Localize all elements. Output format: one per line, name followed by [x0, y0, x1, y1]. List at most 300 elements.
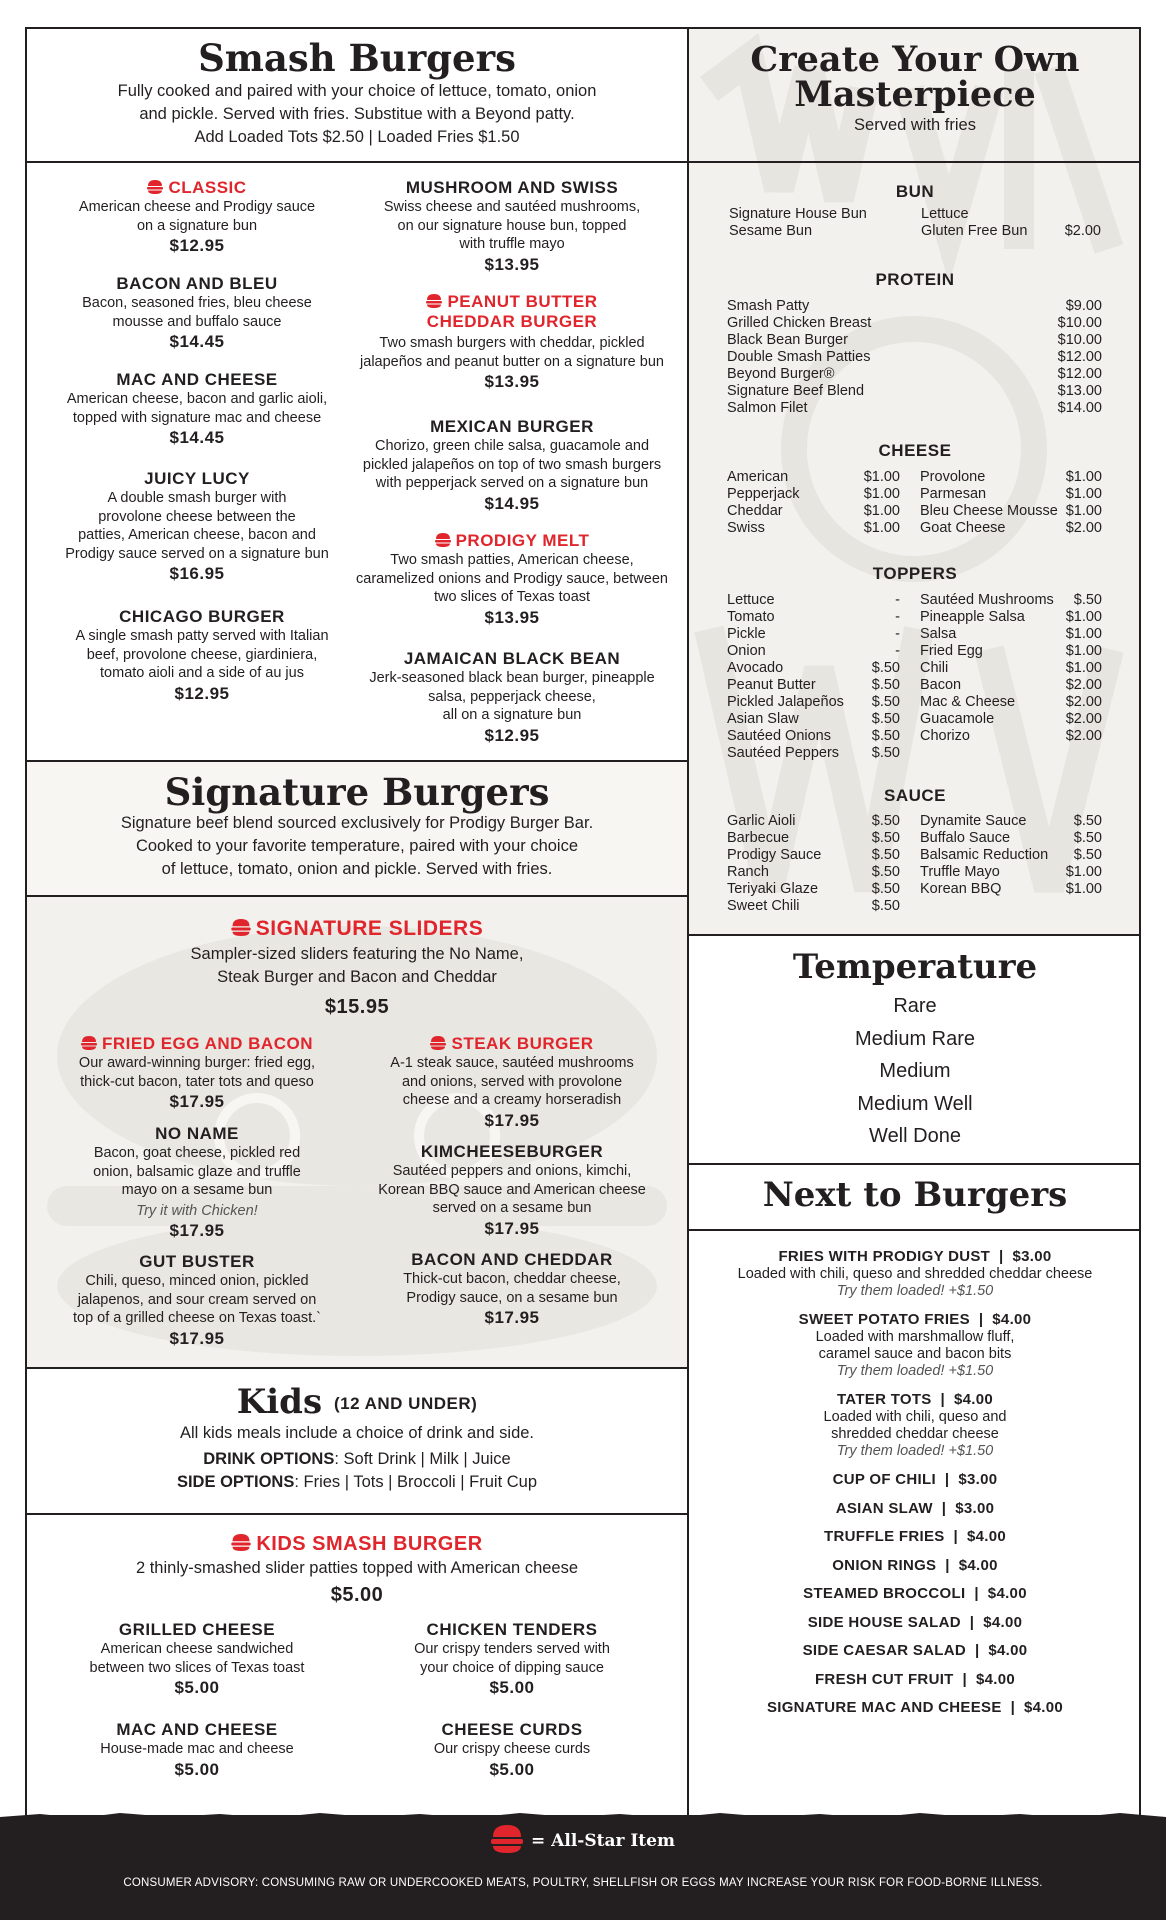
torn-edge-graphic: [0, 1811, 1166, 1821]
description-line: Sautéed peppers and onions, kimchi,: [392, 1163, 632, 1179]
option-name: Pepperjack: [727, 486, 800, 502]
item-description: [52, 627, 352, 683]
description-line: American cheese and Prodigy sauce: [78, 199, 316, 215]
item-price: $5.00: [489, 1678, 535, 1697]
item-description: [347, 334, 677, 371]
option-price: $.50: [871, 864, 900, 880]
option-row: [920, 592, 1102, 609]
option-name: Sautéed Onions: [727, 728, 831, 744]
option-name: Dynamite Sauce: [920, 813, 1027, 829]
option-price: -: [895, 626, 900, 642]
description-line: top of a grilled cheese on Texas toast.`: [73, 1310, 321, 1326]
option-price: $.50: [1073, 830, 1102, 846]
item-name-text: FRIED EGG AND BACON: [102, 1034, 313, 1053]
option-row: [920, 643, 1102, 660]
option-row: [727, 626, 900, 643]
column-divider: [687, 27, 689, 1817]
item-price: $13.95: [484, 254, 540, 274]
item-name-line-2: CHEDDAR BURGER: [426, 312, 598, 331]
menu-item-gut-buster: [52, 1252, 342, 1350]
toppers-category-label: TOPPERS: [872, 564, 958, 583]
option-name: Fried Egg: [920, 643, 983, 659]
item-description: [52, 1740, 342, 1759]
description-line: with truffle mayo: [459, 236, 565, 252]
cheese-list-left: [727, 469, 900, 537]
option-name: Peanut Butter: [727, 677, 816, 693]
side-item-description: Loaded with marshmallow fluff,: [815, 1329, 1015, 1345]
sauce-list-left: [727, 813, 900, 915]
temperature-option: Medium Rare: [854, 1027, 976, 1050]
side-options-value: : Fries | Tots | Broccoli | Fruit Cup: [294, 1473, 538, 1491]
title-line: Masterpiece: [794, 74, 1036, 115]
drink-options: [27, 1448, 687, 1471]
option-price: $2.00: [1065, 694, 1102, 710]
side-item: [689, 1500, 1141, 1518]
option-name: Bleu Cheese Mousse: [920, 503, 1058, 519]
option-row: [727, 677, 900, 694]
option-row: [727, 830, 900, 847]
menu-item-chicago-burger: [52, 607, 352, 705]
option-name: Sautéed Peppers: [727, 745, 840, 761]
item-description: [52, 1640, 342, 1677]
description-line: on a signature bun: [136, 217, 258, 234]
side-item: [689, 1585, 1141, 1603]
menu-item-signature-sliders: [27, 917, 687, 1023]
item-name: BACON AND BLEU: [116, 274, 278, 293]
item-name: KIMCHEESEBURGER: [420, 1142, 604, 1161]
item-description: [347, 1640, 677, 1677]
divider: [25, 1367, 689, 1369]
item-description: [347, 1740, 677, 1759]
item-name: [52, 178, 342, 198]
item-price: $14.95: [484, 493, 540, 513]
bun-option: Lettuce: [921, 206, 969, 222]
option-name: Barbecue: [727, 830, 790, 846]
option-name: Black Bean Burger: [727, 332, 848, 348]
menu-item-kids-mac-and-cheese: [52, 1720, 342, 1781]
consumer-advisory: CONSUMER ADVISORY: CONSUMING RAW OR UNDERCOOKED MEATS, POULTRY, SHELLFISH OR EGGS MAY INCREASE YOUR RISK FOR FOOD-BORNE ILLNESS.: [123, 1877, 1043, 1889]
option-row: [920, 520, 1102, 537]
option-name: Beyond Burger®: [727, 366, 835, 382]
item-description: [52, 1144, 342, 1220]
option-name: Truffle Mayo: [920, 864, 1000, 880]
side-item: [689, 1528, 1141, 1546]
option-row: [727, 298, 1102, 315]
option-name: Korean BBQ: [920, 881, 1002, 897]
option-price: $.50: [871, 694, 900, 710]
option-row: [920, 503, 1102, 520]
description-line: Cooked to your favorite temperature, paired with your choice: [135, 837, 579, 855]
bun-option: Gluten Free Bun: [921, 223, 1028, 239]
description-line: Steak Burger and Bacon and Cheddar: [217, 968, 497, 986]
option-price: $.50: [871, 711, 900, 727]
option-row: [727, 881, 900, 898]
option-row: [727, 503, 900, 520]
drink-options-value: : Soft Drink | Milk | Juice: [334, 1450, 511, 1468]
item-description: [52, 294, 342, 331]
temperature-option: Medium: [879, 1060, 951, 1082]
all-star-burger-icon: [435, 533, 451, 547]
side-item-name: SIDE CAESAR SALAD | $4.00: [802, 1642, 1028, 1659]
option-price: -: [895, 592, 900, 608]
divider: [687, 1229, 1141, 1231]
description-line: mayo on a sesame bun: [121, 1182, 273, 1198]
description-line: two slices of Texas toast: [433, 589, 591, 605]
toppers-list-right: [920, 592, 1102, 745]
option-row: [727, 520, 900, 537]
all-star-burger-icon: [81, 1036, 97, 1050]
description-line: House-made mac and cheese: [100, 1741, 294, 1757]
side-item: [689, 1311, 1141, 1380]
item-description: 2 thinly-smashed slider patties topped with American cheese: [135, 1559, 579, 1577]
description-line: Fully cooked and paired with your choice of lettuce, tomato, onion: [117, 82, 597, 100]
option-price: $1.00: [863, 469, 900, 485]
description-line: caramelized onions and Prodigy sauce, between: [356, 570, 668, 587]
sauce-category-label: SAUCE: [883, 786, 946, 805]
option-price: $10.00: [1057, 315, 1102, 331]
option-price: $9.00: [1065, 298, 1102, 314]
item-price: $17.95: [484, 1110, 540, 1130]
side-item-description: caramel sauce and bacon bits: [818, 1346, 1012, 1362]
menu-item-bacon-and-cheddar: [347, 1250, 677, 1329]
option-row: [727, 643, 900, 660]
item-name: [27, 917, 687, 941]
description-line: on our signature house bun, topped: [397, 217, 627, 234]
item-price: $12.95: [169, 236, 225, 255]
legend-text: = All-Star Item: [531, 1831, 675, 1851]
menu-item-no-name: [52, 1124, 342, 1242]
menu-item-kids-smash-burger: [27, 1532, 687, 1611]
option-row: [727, 332, 1102, 349]
description-line: Our crispy tenders served with: [414, 1641, 610, 1657]
bun-option: Sesame Bun: [729, 223, 813, 239]
menu-item-jamaican-black-bean: [347, 649, 677, 747]
option-row: [920, 609, 1102, 626]
description-line: Chili, queso, minced onion, pickled: [85, 1273, 309, 1289]
option-row: [727, 383, 1102, 400]
all-star-burger-icon: [231, 1534, 251, 1551]
description-line: Thick-cut bacon, cheddar cheese,: [403, 1271, 621, 1287]
option-price: $2.00: [1065, 520, 1102, 536]
option-row: [727, 660, 900, 677]
smash-burgers-description: [27, 80, 687, 149]
item-description: [347, 437, 677, 493]
option-row: [727, 728, 900, 745]
option-price: $2.00: [1065, 728, 1102, 744]
item-name-text: PEANUT BUTTER: [447, 292, 598, 311]
side-item-name: ASIAN SLAW | $3.00: [835, 1499, 995, 1517]
item-price: $5.00: [174, 1678, 220, 1697]
description-line: pickled jalapeños on top of two smash burgers: [362, 456, 662, 473]
description-line: tomato aioli and a side of au jus: [100, 665, 304, 681]
description-line: jalapeños and peanut butter on a signature bun: [360, 353, 664, 370]
temperature-option: Well Done: [869, 1125, 961, 1147]
option-row: [727, 400, 1102, 417]
option-price: $1.00: [1065, 609, 1102, 625]
menu-item-juicy-lucy: [52, 469, 342, 585]
option-row: [727, 864, 900, 881]
item-description: [52, 489, 342, 563]
item-name-text: KIDS SMASH BURGER: [256, 1533, 483, 1555]
item-price: $17.95: [484, 1308, 540, 1327]
side-item: [689, 1699, 1141, 1717]
description-line: Swiss cheese and sautéed mushrooms,: [383, 199, 641, 215]
option-name: Lettuce: [727, 592, 775, 608]
item-price: $17.95: [169, 1328, 225, 1348]
divider: [687, 1163, 1141, 1165]
description-line: onion, balsamic glaze and truffle: [93, 1163, 301, 1180]
option-name: Pineapple Salsa: [920, 609, 1025, 625]
item-price: $5.00: [489, 1759, 535, 1779]
item-name-text: SIGNATURE SLIDERS: [255, 917, 484, 940]
menu-item-classic: [52, 178, 342, 257]
option-name: Swiss: [727, 520, 765, 536]
option-price: $13.00: [1057, 383, 1102, 399]
side-item-name: TRUFFLE FRIES | $4.00: [824, 1528, 1006, 1545]
temperature-title: Temperature: [792, 947, 1038, 987]
option-price: $1.00: [1065, 864, 1102, 880]
item-price: $12.95: [484, 725, 540, 745]
side-item: [689, 1248, 1141, 1300]
option-row: [727, 694, 900, 711]
item-price: $13.95: [484, 607, 540, 627]
option-price: $.50: [1073, 592, 1102, 608]
option-row: [727, 469, 900, 486]
item-name: GUT BUSTER: [139, 1252, 255, 1271]
side-item-name: FRESH CUT FRUIT | $4.00: [814, 1670, 1016, 1688]
description-line: salsa, pepperjack cheese,: [428, 688, 596, 705]
option-name: Bacon: [920, 677, 962, 693]
side-item: [689, 1642, 1141, 1660]
option-price: $14.00: [1057, 400, 1102, 416]
description-line: A single smash patty served with Italian: [75, 628, 329, 644]
item-name: GRILLED CHEESE: [118, 1620, 276, 1639]
item-note: Try it with Chicken!: [136, 1202, 258, 1219]
option-name: Guacamole: [920, 711, 995, 727]
all-star-burger-icon: [491, 1825, 523, 1853]
option-row: [920, 486, 1102, 503]
option-name: Smash Patty: [727, 298, 810, 314]
item-description: [52, 390, 342, 427]
description-line: Our crispy cheese curds: [433, 1741, 591, 1757]
menu-item-steak-burger: [347, 1034, 677, 1132]
protein-category-label: PROTEIN: [875, 270, 955, 289]
description-line: Add Loaded Tots $2.50 | Loaded Fries $1.50: [194, 128, 520, 146]
description-line: of lettuce, tomato, onion and pickle. Served with fries.: [161, 860, 553, 878]
description-line: Two smash patties, American cheese,: [390, 552, 634, 568]
side-item-name: TATER TOTS | $4.00: [836, 1391, 994, 1408]
description-line: all on a signature bun: [442, 707, 582, 723]
description-line: jalapenos, and sour cream served on: [77, 1291, 317, 1308]
side-item-name: ONION RINGS | $4.00: [832, 1556, 998, 1574]
option-row: [727, 315, 1102, 332]
menu-item-grilled-cheese: [52, 1620, 342, 1699]
create-your-own-subtitle: Served with fries: [854, 116, 976, 134]
side-item: [689, 1471, 1141, 1489]
option-name: Tomato: [727, 609, 775, 625]
option-name: Asian Slaw: [727, 711, 799, 727]
description-line: Signature beef blend sourced exclusively for Prodigy Burger Bar.: [120, 814, 594, 832]
option-row: [920, 660, 1102, 677]
description-line: between two slices of Texas toast: [89, 1659, 305, 1676]
option-price: $1.00: [863, 486, 900, 502]
item-name: [347, 1034, 677, 1054]
all-star-burger-icon: [231, 919, 251, 936]
menu-item-fried-egg-and-bacon: [52, 1034, 342, 1113]
option-row: [920, 728, 1102, 745]
option-price: $1.00: [1065, 486, 1102, 502]
option-price: $.50: [871, 847, 900, 863]
description-line: patties, American cheese, bacon and: [78, 527, 316, 543]
option-name: Chorizo: [920, 728, 970, 744]
description-line: Bacon, seasoned fries, bleu cheese: [82, 295, 312, 311]
item-name: BACON AND CHEDDAR: [411, 1250, 613, 1269]
item-price: $17.95: [484, 1218, 540, 1238]
option-name: Sautéed Mushrooms: [920, 592, 1054, 608]
description-line: Chorizo, green chile salsa, guacamole and: [374, 438, 650, 454]
option-price: $1.00: [863, 520, 900, 536]
side-item-name: SIGNATURE MAC AND CHEESE | $4.00: [766, 1699, 1064, 1716]
description-line: with pepperjack served on a signature bun: [375, 475, 649, 491]
temperature-options: [689, 990, 1141, 1153]
next-to-burgers-title: Next to Burgers: [762, 1175, 1068, 1215]
side-item-note: Try them loaded! +$1.50: [836, 1363, 994, 1379]
item-name: JUICY LUCY: [144, 469, 250, 488]
item-price: $5.00: [174, 1759, 220, 1779]
option-name: Mac & Cheese: [920, 694, 1016, 710]
side-item-note: Try them loaded! +$1.50: [836, 1443, 994, 1459]
side-item-name: SWEET POTATO FRIES | $4.00: [798, 1311, 1032, 1328]
option-row: [920, 847, 1102, 864]
option-row: [727, 592, 900, 609]
option-name: Buffalo Sauce: [920, 830, 1011, 846]
item-price: $12.95: [174, 683, 230, 703]
item-name-text: PRODIGY MELT: [455, 531, 590, 550]
menu-item-bacon-and-bleu: [52, 274, 342, 353]
description-line: and pickle. Served with fries. Substitue with a Beyond patty.: [139, 105, 575, 123]
kids-description: [27, 1422, 687, 1494]
toppers-list-left: [727, 592, 900, 762]
option-name: Chili: [920, 660, 949, 676]
description-line: Korean BBQ sauce and American cheese: [378, 1181, 646, 1198]
item-name: CHICKEN TENDERS: [426, 1620, 598, 1639]
item-price: $17.95: [169, 1092, 225, 1111]
option-name: Provolone: [920, 469, 986, 485]
menu-item-cheese-curds: [347, 1720, 677, 1781]
divider: [687, 934, 1141, 936]
option-price: -: [895, 609, 900, 625]
option-price: $2.00: [1065, 711, 1102, 727]
option-row: [920, 864, 1102, 881]
option-name: Sweet Chili: [727, 898, 800, 914]
description-line: thick-cut bacon, tater tots and queso: [80, 1073, 314, 1090]
signature-burgers-description: [27, 812, 687, 881]
item-description: [52, 198, 342, 235]
description-line: beef, provolone cheese, giardiniera,: [86, 646, 318, 663]
item-name-text: CLASSIC: [168, 178, 247, 197]
protein-list: [727, 298, 1102, 417]
option-price: -: [895, 643, 900, 659]
item-name: [52, 1034, 342, 1054]
description-line: American cheese, bacon and garlic aioli,: [66, 391, 328, 407]
option-row: [727, 898, 900, 915]
option-row: [727, 349, 1102, 366]
item-price: $17.95: [169, 1221, 225, 1240]
menu-item-prodigy-melt: [347, 531, 677, 629]
description-line: American cheese sandwiched: [100, 1641, 294, 1657]
option-price: $.50: [871, 728, 900, 744]
option-price: $1.00: [1065, 881, 1102, 897]
divider: [25, 760, 689, 762]
option-price: $1.00: [1065, 503, 1102, 519]
item-description: [52, 1272, 342, 1328]
description-line: A double smash burger with: [107, 490, 287, 506]
description-line: Prodigy sauce served on a signature bun: [65, 545, 329, 562]
item-description: [347, 1162, 677, 1218]
description-line: Two smash burgers with cheddar, pickled: [379, 335, 645, 351]
all-star-burger-icon: [147, 180, 163, 194]
divider: [25, 895, 689, 897]
bun-list-right: [921, 206, 1101, 240]
item-price: $16.95: [169, 564, 225, 583]
option-name: Double Smash Patties: [727, 349, 871, 365]
item-name: MAC AND CHEESE: [116, 1720, 278, 1739]
side-item: [689, 1671, 1141, 1689]
temperature-option: Medium Well: [857, 1092, 973, 1115]
item-description: [52, 1054, 342, 1091]
description-line: served on a sesame bun: [432, 1200, 592, 1216]
item-name: JAMAICAN BLACK BEAN: [403, 649, 621, 668]
item-name: MAC AND CHEESE: [116, 370, 278, 389]
option-name: Teriyaki Glaze: [727, 881, 819, 897]
option-price: $.50: [871, 745, 900, 761]
option-price: $1.00: [1065, 643, 1102, 659]
menu-item-mexican-burger: [347, 417, 677, 515]
option-price: $.50: [1073, 847, 1102, 863]
bun-price: $2.00: [1064, 223, 1101, 239]
side-item-note: Try them loaded! +$1.50: [836, 1283, 994, 1299]
title-line: Create Your Own: [750, 39, 1080, 80]
drink-options-label: DRINK OPTIONS: [203, 1450, 335, 1468]
all-star-legend: [0, 1825, 1166, 1853]
option-row: [727, 366, 1102, 383]
option-price: $1.00: [1065, 660, 1102, 676]
option-price: $1.00: [863, 503, 900, 519]
kids-title-text: Kids: [236, 1382, 323, 1422]
option-price: $1.00: [1065, 626, 1102, 642]
option-name: Pickled Jalapeños: [727, 694, 844, 710]
option-row: [727, 486, 900, 503]
option-row: [727, 745, 900, 762]
option-row: [727, 711, 900, 728]
all-star-burger-icon: [426, 294, 442, 308]
description-line: and onions, served with provolone: [401, 1073, 623, 1090]
item-description: [347, 198, 677, 254]
option-row: [920, 677, 1102, 694]
side-item-name: SIDE HOUSE SALAD | $4.00: [807, 1613, 1023, 1631]
option-row: [920, 830, 1102, 847]
temperature-option: Rare: [893, 995, 937, 1017]
description-line: cheese and a creamy horseradish: [402, 1092, 622, 1108]
option-row: [920, 711, 1102, 728]
divider: [25, 1513, 689, 1515]
option-price: $2.00: [1065, 677, 1102, 693]
signature-burgers-title: Signature Burgers: [164, 770, 550, 814]
option-price: $.50: [871, 813, 900, 829]
kids-age-note: (12 AND UNDER): [333, 1394, 478, 1413]
option-name: Salsa: [920, 626, 957, 642]
description-line: Our award-winning burger: fried egg,: [78, 1055, 316, 1071]
